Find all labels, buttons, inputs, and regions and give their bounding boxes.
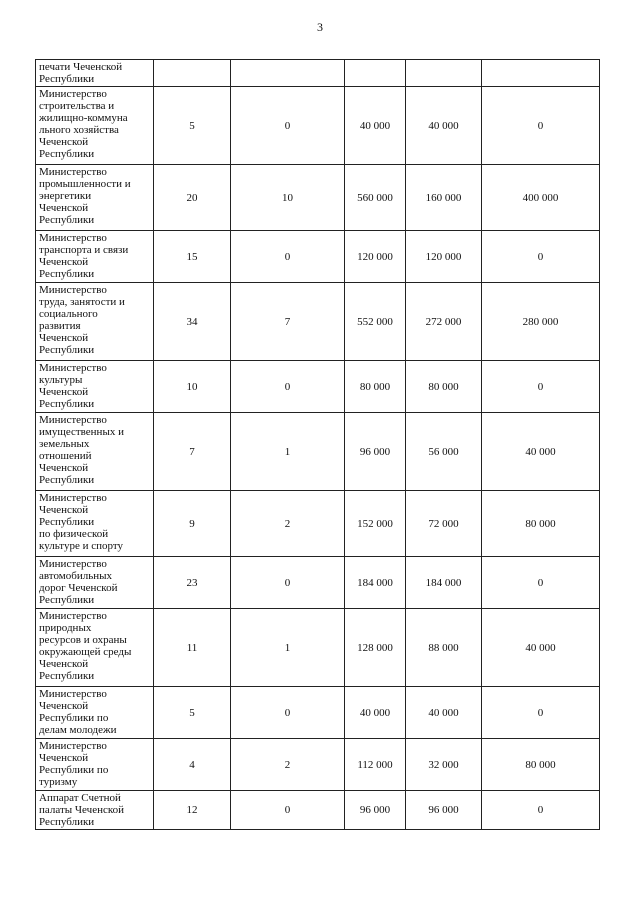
total-amount-cell: 40 000 [345, 87, 406, 165]
amount-b-cell: 0 [482, 87, 600, 165]
amount-b-cell: 80 000 [482, 491, 600, 557]
table-row [36, 687, 600, 739]
table-row [36, 491, 600, 557]
table-row [36, 791, 600, 830]
positions-cell: 0 [231, 791, 345, 830]
amount-a-cell: 40 000 [406, 687, 482, 739]
total-amount-cell: 80 000 [345, 361, 406, 413]
amount-b-cell: 0 [482, 791, 600, 830]
employees-cell: 4 [154, 739, 231, 791]
organization-name-cell: Министерство Чеченской Республики по делам молодежи [36, 687, 154, 739]
positions-cell: 0 [231, 87, 345, 165]
employees-cell: 23 [154, 557, 231, 609]
positions-cell: 1 [231, 609, 345, 687]
table-row [36, 87, 600, 165]
table-row [36, 283, 600, 361]
total-amount-cell: 112 000 [345, 739, 406, 791]
positions-cell: 0 [231, 687, 345, 739]
positions-cell: 10 [231, 165, 345, 231]
amount-b-cell: 0 [482, 361, 600, 413]
positions-cell: 1 [231, 413, 345, 491]
organization-name-cell: Министерство имущественных и земельных отношений Чеченской Республики [36, 413, 154, 491]
table-row [36, 165, 600, 231]
employees-cell: 11 [154, 609, 231, 687]
employees-cell: 20 [154, 165, 231, 231]
organization-name-cell: Министерство Чеченской Республики по туризму [36, 739, 154, 791]
amount-a-cell: 184 000 [406, 557, 482, 609]
organization-name-cell: Министерство труда, занятости и социального развития Чеченской Республики [36, 283, 154, 361]
total-amount-cell: 40 000 [345, 687, 406, 739]
employees-cell: 12 [154, 791, 231, 830]
employees-cell: 7 [154, 413, 231, 491]
amount-a-cell: 96 000 [406, 791, 482, 830]
amount-a-cell: 56 000 [406, 413, 482, 491]
table-row [36, 413, 600, 491]
amount-a-cell: 72 000 [406, 491, 482, 557]
amount-b-cell: 80 000 [482, 739, 600, 791]
amount-a-cell: 80 000 [406, 361, 482, 413]
total-amount-cell: 560 000 [345, 165, 406, 231]
table-row [36, 739, 600, 791]
total-amount-cell: 152 000 [345, 491, 406, 557]
amount-b-cell: 280 000 [482, 283, 600, 361]
table-row [36, 609, 600, 687]
amount-a-cell: 160 000 [406, 165, 482, 231]
amount-a-cell [406, 60, 482, 87]
amount-a-cell: 88 000 [406, 609, 482, 687]
total-amount-cell: 184 000 [345, 557, 406, 609]
organization-name-cell: Министерство транспорта и связи Чеченской Республики [36, 231, 154, 283]
table-row [36, 557, 600, 609]
organization-name-cell: Министерство культуры Чеченской Республики [36, 361, 154, 413]
organization-name-cell: Министерство Чеченской Республики по физической культуре и спорту [36, 491, 154, 557]
organization-name-cell: Министерство автомобильных дорог Чеченской Республики [36, 557, 154, 609]
organization-name-cell: печати Чеченской Республики [36, 60, 154, 87]
amount-b-cell: 0 [482, 687, 600, 739]
organization-name-cell: Аппарат Счетной палаты Чеченской Республики [36, 791, 154, 830]
employees-cell: 9 [154, 491, 231, 557]
organization-name-cell: Министерство строительства и жилищно-коммуна льного хозяйства Чеченской Республики [36, 87, 154, 165]
total-amount-cell: 96 000 [345, 791, 406, 830]
table-row [36, 60, 600, 87]
positions-cell [231, 60, 345, 87]
employees-cell: 5 [154, 687, 231, 739]
total-amount-cell: 96 000 [345, 413, 406, 491]
amount-a-cell: 40 000 [406, 87, 482, 165]
total-amount-cell: 128 000 [345, 609, 406, 687]
employees-cell [154, 60, 231, 87]
amount-b-cell: 400 000 [482, 165, 600, 231]
amount-b-cell: 0 [482, 231, 600, 283]
employees-cell: 5 [154, 87, 231, 165]
positions-cell: 2 [231, 491, 345, 557]
employees-cell: 10 [154, 361, 231, 413]
positions-cell: 2 [231, 739, 345, 791]
amount-b-cell: 40 000 [482, 609, 600, 687]
amount-a-cell: 272 000 [406, 283, 482, 361]
amount-b-cell: 40 000 [482, 413, 600, 491]
table-body [36, 60, 600, 830]
total-amount-cell [345, 60, 406, 87]
allocation-table [35, 59, 600, 830]
positions-cell: 0 [231, 361, 345, 413]
employees-cell: 34 [154, 283, 231, 361]
table-row [36, 361, 600, 413]
total-amount-cell: 552 000 [345, 283, 406, 361]
table-row [36, 231, 600, 283]
positions-cell: 0 [231, 231, 345, 283]
positions-cell: 7 [231, 283, 345, 361]
amount-a-cell: 120 000 [406, 231, 482, 283]
organization-name-cell: Министерство природных ресурсов и охраны окружающей среды Чеченской Республики [36, 609, 154, 687]
amount-b-cell [482, 60, 600, 87]
organization-name-cell: Министерство промышленности и энергетики Чеченской Республики [36, 165, 154, 231]
amount-b-cell: 0 [482, 557, 600, 609]
page-number: 3 [317, 20, 323, 34]
positions-cell: 0 [231, 557, 345, 609]
employees-cell: 15 [154, 231, 231, 283]
amount-a-cell: 32 000 [406, 739, 482, 791]
total-amount-cell: 120 000 [345, 231, 406, 283]
